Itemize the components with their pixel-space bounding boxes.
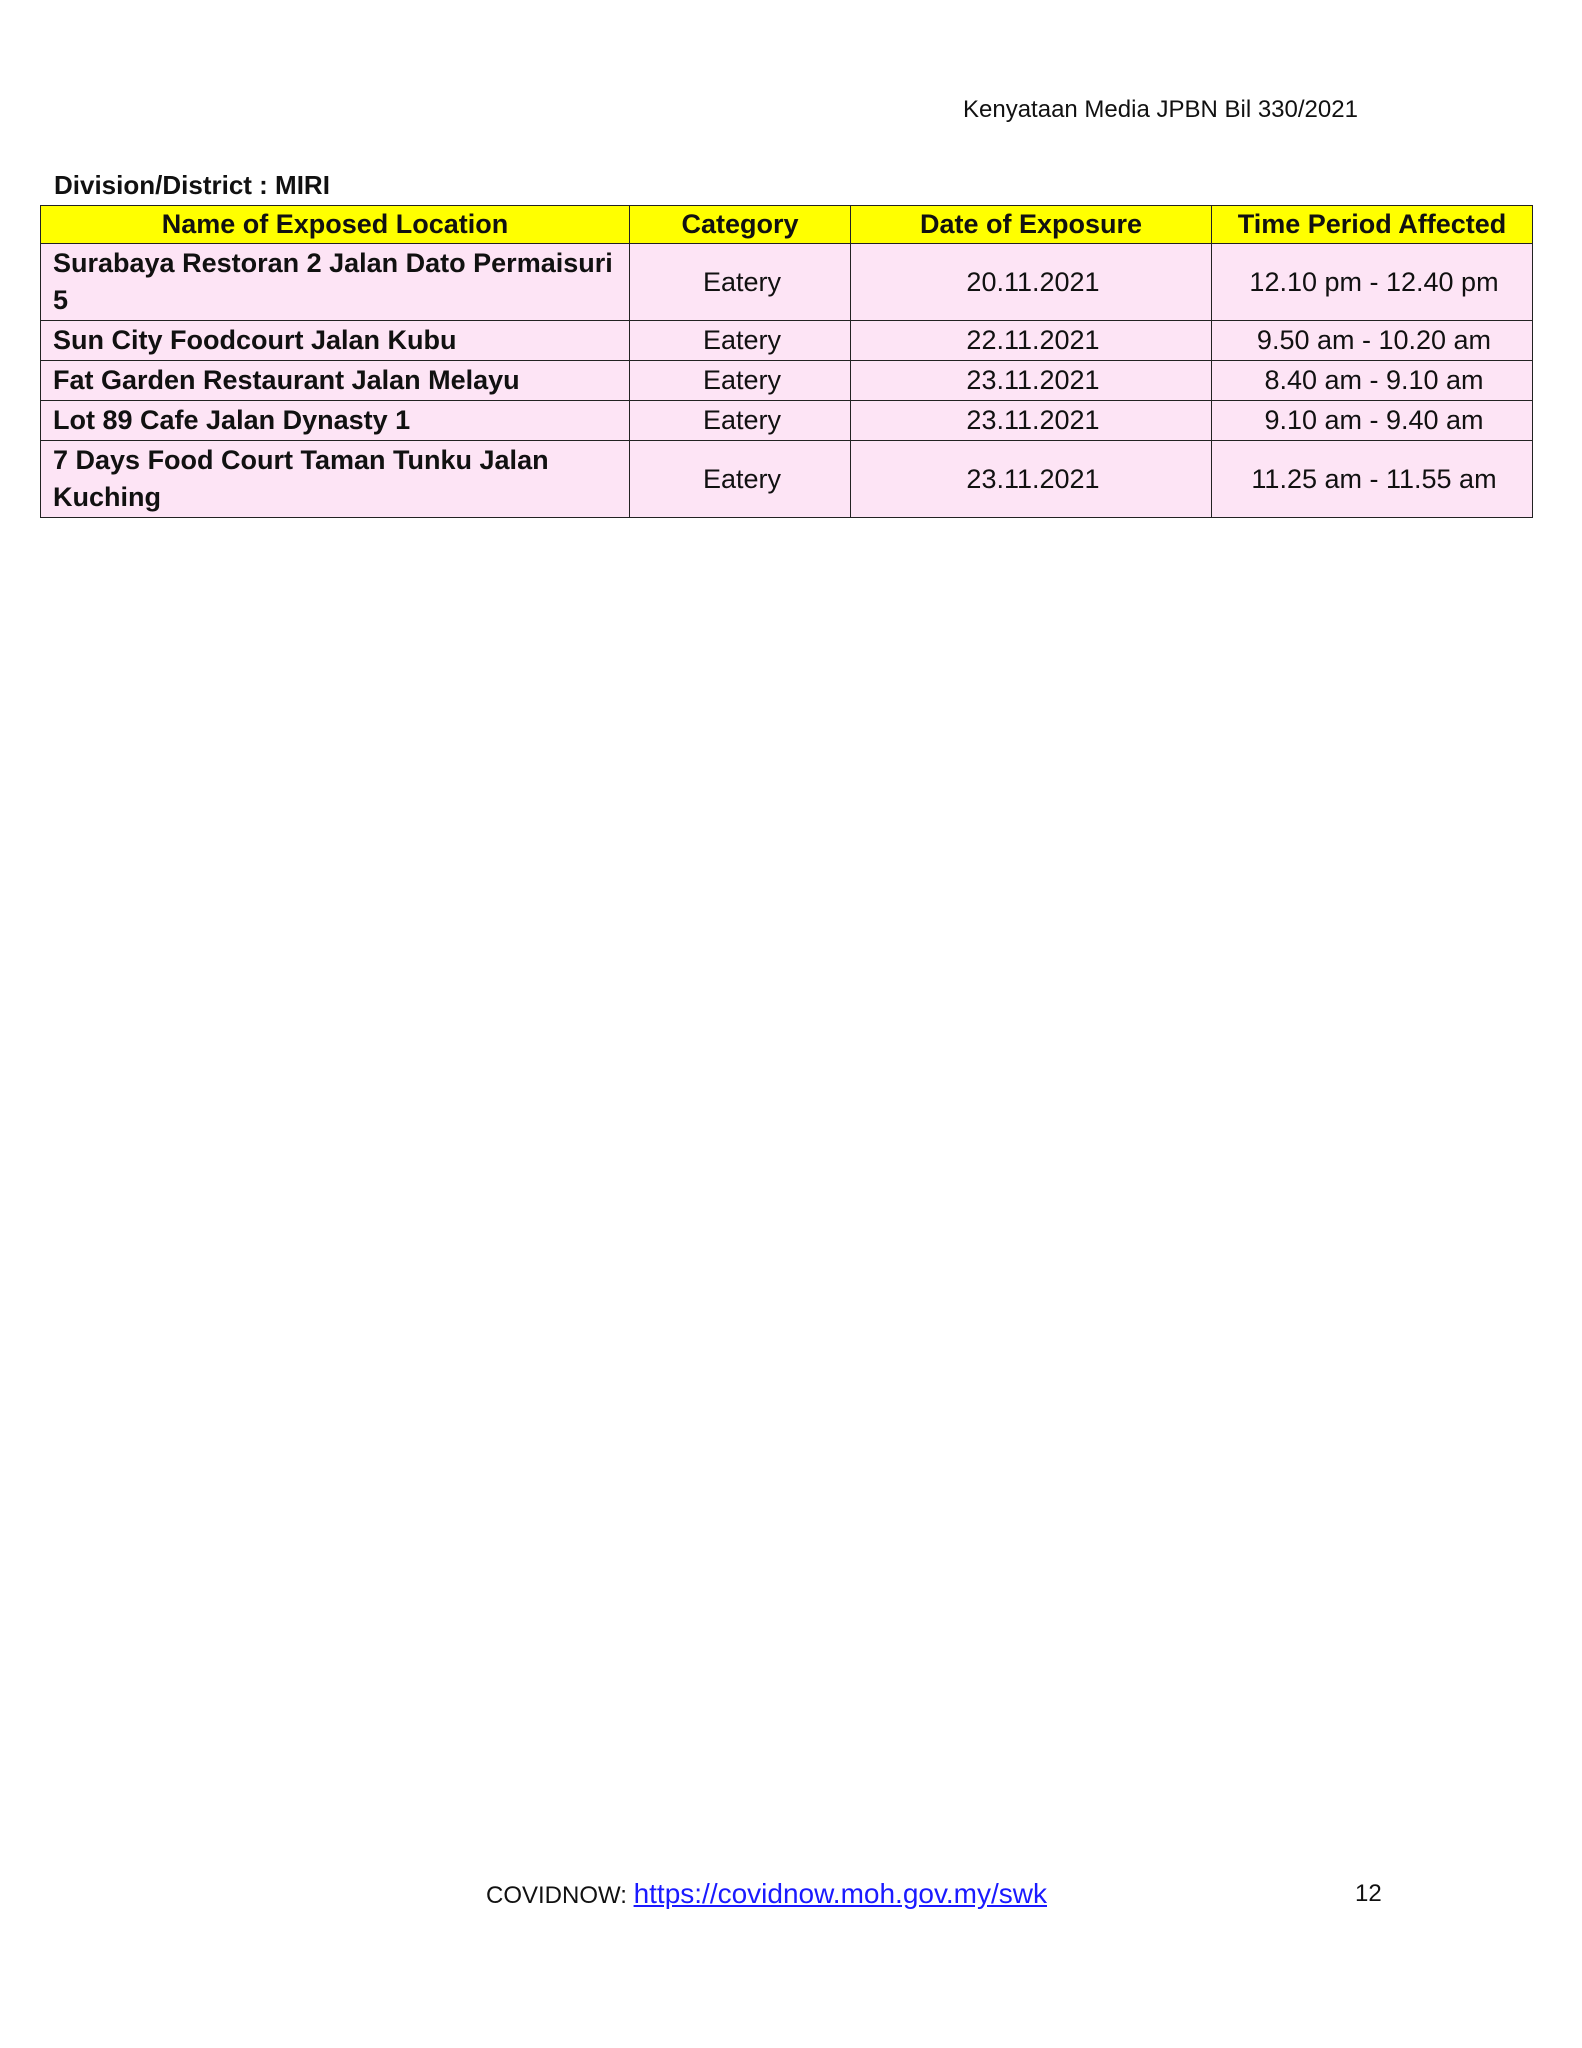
- cell-location: Surabaya Restoran 2 Jalan Dato Permaisuri 5: [41, 244, 630, 321]
- header-time: Time Period Affected: [1212, 206, 1533, 244]
- covidnow-link[interactable]: https://covidnow.moh.gov.my/swk: [633, 1878, 1047, 1909]
- cell-date: 23.11.2021: [851, 401, 1212, 441]
- cell-category: Eatery: [630, 441, 851, 518]
- cell-location: Fat Garden Restaurant Jalan Melayu: [41, 361, 630, 401]
- footer: [486, 1878, 1047, 1910]
- header-category: Category: [630, 206, 851, 244]
- cell-location: Sun City Foodcourt Jalan Kubu: [41, 321, 630, 361]
- table-row: [41, 321, 1533, 361]
- cell-date: 23.11.2021: [851, 441, 1212, 518]
- header-date: Date of Exposure: [851, 206, 1212, 244]
- footer-label: COVIDNOW:: [486, 1882, 634, 1909]
- cell-time: 12.10 pm - 12.40 pm: [1212, 244, 1533, 321]
- cell-category: Eatery: [630, 321, 851, 361]
- cell-time: 9.50 am - 10.20 am: [1212, 321, 1533, 361]
- document-reference: Kenyataan Media JPBN Bil 330/2021: [963, 96, 1358, 123]
- cell-location: Lot 89 Cafe Jalan Dynasty 1: [41, 401, 630, 441]
- table-row: [41, 441, 1533, 518]
- cell-time: 9.10 am - 9.40 am: [1212, 401, 1533, 441]
- table-row: [41, 361, 1533, 401]
- cell-time: 8.40 am - 9.10 am: [1212, 361, 1533, 401]
- table-row: [41, 401, 1533, 441]
- cell-date: 22.11.2021: [851, 321, 1212, 361]
- cell-date: 20.11.2021: [851, 244, 1212, 321]
- cell-time: 11.25 am - 11.55 am: [1212, 441, 1533, 518]
- header-location: Name of Exposed Location: [41, 206, 630, 244]
- table-row: [41, 244, 1533, 321]
- cell-location: 7 Days Food Court Taman Tunku Jalan Kuching: [41, 441, 630, 518]
- page-number: 12: [1355, 1880, 1382, 1907]
- exposure-table: [40, 205, 1533, 518]
- table-header-row: [41, 206, 1533, 244]
- cell-category: Eatery: [630, 361, 851, 401]
- cell-date: 23.11.2021: [851, 361, 1212, 401]
- cell-category: Eatery: [630, 244, 851, 321]
- cell-category: Eatery: [630, 401, 851, 441]
- division-label: Division/District : MIRI: [54, 170, 330, 200]
